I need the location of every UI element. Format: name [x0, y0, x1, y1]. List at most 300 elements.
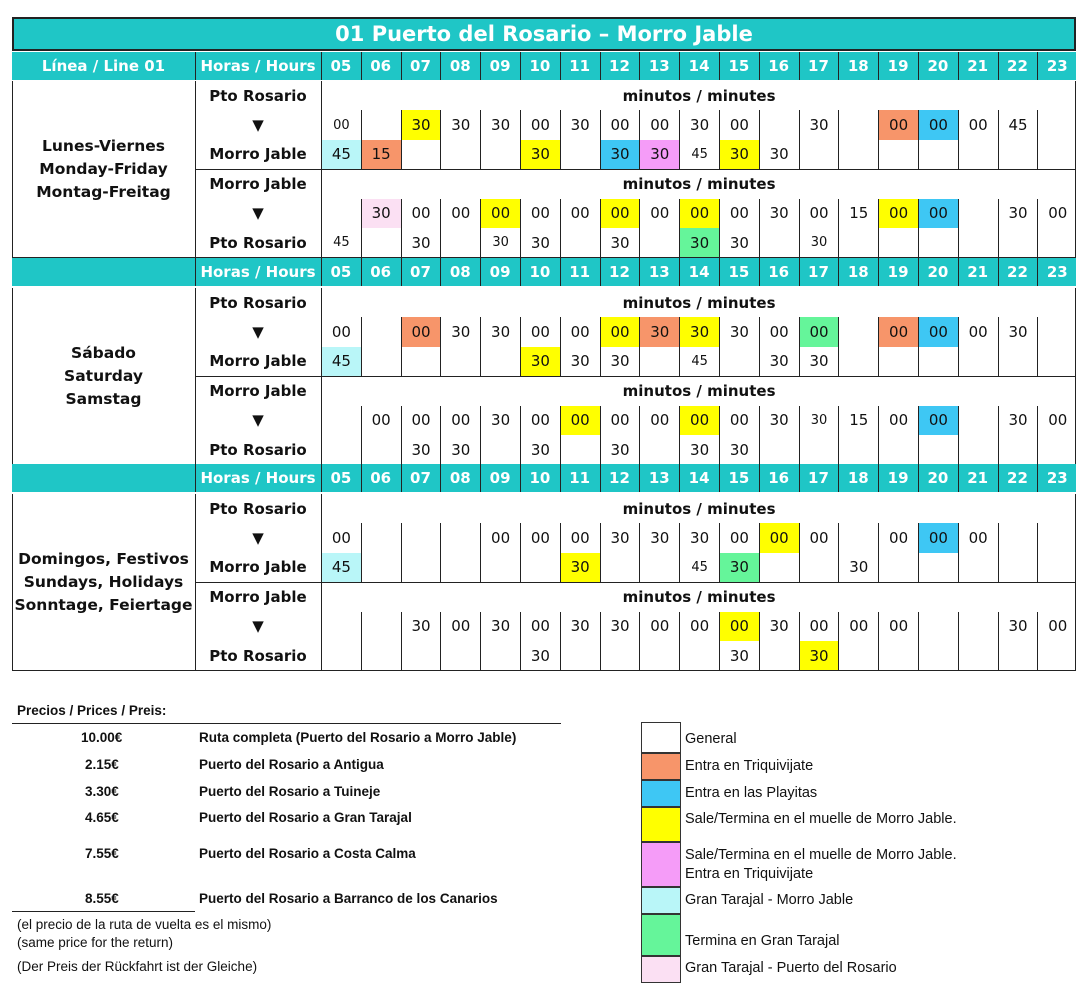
- minutes-label: minutos / minutes: [622, 293, 776, 312]
- minute-cell: 00: [760, 523, 799, 552]
- minute-cell: 00: [530, 411, 550, 430]
- minute-cell: 00: [879, 199, 918, 228]
- minute-cell: [959, 140, 998, 169]
- minute-cell: 30: [1008, 411, 1028, 430]
- minute-cell: [640, 553, 679, 582]
- minute-cell: 00: [650, 204, 670, 223]
- hour-header: 06: [370, 469, 392, 487]
- grid-line: [520, 612, 521, 671]
- minute-cell: [800, 140, 839, 169]
- minute-cell: [760, 110, 799, 139]
- grid-line: [401, 110, 402, 169]
- hour-header: 13: [648, 469, 670, 487]
- minute-cell: 00: [610, 116, 630, 135]
- minute-cell: [441, 523, 480, 552]
- grid-line: [440, 317, 441, 376]
- minute-cell: 00: [919, 110, 958, 139]
- minute-cell: 15: [362, 140, 401, 169]
- grid-line: [719, 110, 720, 169]
- grid-line: [759, 523, 760, 582]
- minute-cell: [839, 435, 878, 464]
- minute-cell: 30: [769, 617, 789, 636]
- minute-cell: [680, 641, 719, 670]
- line-label: Línea / Line 01: [41, 57, 166, 75]
- hour-header: 12: [609, 469, 630, 487]
- hour-header: 16: [768, 469, 790, 487]
- minute-cell: 30: [610, 440, 630, 459]
- grid-line: [600, 199, 601, 258]
- grid-line: [440, 612, 441, 671]
- hour-header: 12: [609, 57, 630, 75]
- price-route: Puerto del Rosario a Barranco de los Canarios: [199, 891, 498, 906]
- grid-line: [1075, 169, 1076, 257]
- grid-line: [1037, 199, 1038, 258]
- grid-line: [361, 199, 362, 258]
- minute-cell: [879, 347, 918, 376]
- hour-header: 23: [1046, 263, 1068, 281]
- minute-cell: 30: [610, 617, 630, 636]
- grid-line: [639, 406, 640, 465]
- legend-label-line: Gran Tarajal - Puerto del Rosario: [685, 960, 897, 976]
- grid-line: [958, 406, 959, 465]
- direction-from: Pto Rosario: [209, 86, 307, 105]
- day-group-label-line: Saturday: [64, 366, 143, 385]
- minute-cell: 30: [610, 233, 630, 252]
- grid-line: [998, 464, 999, 492]
- hour-header: 22: [1007, 469, 1028, 487]
- grid-line: [639, 317, 640, 376]
- minute-cell: 45: [691, 353, 708, 369]
- minute-cell: [919, 435, 958, 464]
- minute-cell: 30: [362, 199, 401, 228]
- minute-cell: [999, 435, 1038, 464]
- minute-cell: 00: [919, 406, 958, 435]
- day-group-label-line: Domingos, Festivos: [18, 549, 189, 568]
- grid-line: [401, 199, 402, 258]
- minute-cell: [760, 553, 799, 582]
- grid-line: [759, 258, 760, 286]
- grid-line: [560, 612, 561, 671]
- minute-cell: 30: [680, 228, 719, 257]
- minute-cell: [362, 612, 401, 641]
- grid-line: [600, 317, 601, 376]
- hour-header: 13: [648, 263, 670, 281]
- day-group-label: [12, 494, 195, 670]
- grid-line: [759, 464, 760, 492]
- minute-cell: 00: [402, 317, 441, 346]
- minute-cell: 00: [601, 317, 640, 346]
- minute-cell: [362, 641, 401, 670]
- grid-line: [639, 258, 640, 286]
- minute-cell: 00: [371, 411, 391, 430]
- minute-cell: 30: [411, 233, 431, 252]
- price-value: 2.15€: [85, 757, 119, 772]
- grid-line: [759, 110, 760, 169]
- minute-cell: 00: [481, 199, 520, 228]
- minute-cell: 00: [769, 323, 789, 342]
- grid-line: [799, 464, 800, 492]
- minute-cell: 00: [570, 529, 590, 548]
- grid-line: [639, 110, 640, 169]
- direction-arrow-icon: ▼: [252, 323, 264, 342]
- minute-cell: 30: [1008, 323, 1028, 342]
- minute-cell: 00: [530, 204, 550, 223]
- grid-line: [440, 406, 441, 465]
- minute-cell: 00: [889, 411, 909, 430]
- grid-line: [799, 317, 800, 376]
- grid-line: [998, 110, 999, 169]
- minute-cell: 45: [691, 146, 708, 162]
- minute-cell: [481, 641, 520, 670]
- minute-cell: 30: [570, 116, 590, 135]
- grid-line: [480, 612, 481, 671]
- legend-label-line: Termina en Gran Tarajal: [685, 933, 840, 949]
- grid-line: [918, 406, 919, 465]
- grid-line: [799, 523, 800, 582]
- direction-to: Pto Rosario: [209, 440, 307, 459]
- legend-label-line: General: [685, 731, 737, 747]
- legend-label: [685, 891, 853, 910]
- minute-cell: [441, 347, 480, 376]
- minute-cell: 00: [570, 323, 590, 342]
- legend-label: [685, 784, 817, 803]
- minute-cell: [999, 347, 1038, 376]
- grid-line: [918, 317, 919, 376]
- table-title: 01 Puerto del Rosario – Morro Jable: [12, 17, 1076, 51]
- grid-line: [799, 110, 800, 169]
- minute-cell: 00: [729, 529, 749, 548]
- minute-cell: 30: [810, 235, 828, 251]
- minute-cell: 30: [561, 553, 600, 582]
- grid-line: [480, 317, 481, 376]
- minute-cell: [959, 228, 998, 257]
- grid-line: [480, 523, 481, 582]
- minute-cell: 00: [729, 204, 749, 223]
- minute-cell: [1038, 435, 1077, 464]
- minute-cell: [839, 347, 878, 376]
- grid-line: [639, 464, 640, 492]
- minute-cell: [322, 406, 361, 435]
- grid-line: [321, 464, 322, 492]
- hour-header: 19: [887, 57, 909, 75]
- grid-line: [679, 258, 680, 286]
- grid-line: [401, 52, 402, 80]
- minutes-label: minutos / minutes: [622, 587, 776, 606]
- grid-line: [1037, 258, 1038, 286]
- grid-line: [321, 376, 322, 464]
- grid-line: [918, 464, 919, 492]
- minute-cell: [959, 347, 998, 376]
- grid-line: [838, 317, 839, 376]
- grid-line: [878, 464, 879, 492]
- day-group-label-line: Lunes-Viernes: [42, 136, 165, 155]
- minute-cell: [999, 140, 1038, 169]
- minute-cell: 00: [968, 323, 988, 342]
- legend-swatch: [641, 753, 681, 780]
- minute-cell: 00: [451, 411, 471, 430]
- price-value: 3.30€: [85, 784, 119, 799]
- minute-cell: [402, 641, 441, 670]
- minute-cell: [402, 523, 441, 552]
- minute-cell: 30: [451, 116, 471, 135]
- hour-header: 11: [569, 469, 591, 487]
- legend-label-line: Entra en las Playitas: [685, 785, 818, 801]
- price-note-de: (Der Preis der Rückfahrt ist der Gleiche): [17, 959, 258, 974]
- grid-line: [195, 288, 196, 464]
- grid-line: [600, 258, 601, 286]
- hour-header: 23: [1046, 57, 1068, 75]
- prices-rule: [12, 723, 561, 724]
- hour-header: 05: [330, 469, 352, 487]
- minute-cell: [1038, 553, 1077, 582]
- minute-cell: [362, 347, 401, 376]
- grid-line: [918, 612, 919, 671]
- hour-header: 06: [370, 263, 392, 281]
- hour-header: 13: [648, 57, 670, 75]
- direction-from: Morro Jable: [209, 587, 307, 606]
- grid-line: [838, 612, 839, 671]
- minute-cell: [839, 523, 878, 552]
- grid-line: [480, 199, 481, 258]
- minute-cell: 00: [720, 612, 759, 641]
- grid-line: [600, 110, 601, 169]
- minute-cell: [601, 641, 640, 670]
- grid-line: [878, 523, 879, 582]
- minute-cell: 00: [809, 529, 829, 548]
- grid-line: [799, 258, 800, 286]
- day-group-label-line: Samstag: [65, 389, 142, 408]
- direction-arrow-icon: ▼: [252, 411, 264, 430]
- direction-to: Morro Jable: [209, 558, 307, 577]
- minute-cell: 00: [650, 617, 670, 636]
- grid-line: [958, 199, 959, 258]
- minute-cell: [999, 641, 1038, 670]
- minute-cell: [839, 140, 878, 169]
- direction-to: Pto Rosario: [209, 233, 307, 252]
- minute-cell: 00: [610, 411, 630, 430]
- hour-header: 09: [489, 263, 511, 281]
- grid-line: [719, 52, 720, 80]
- grid-line: [401, 258, 402, 286]
- hour-header: 23: [1046, 469, 1068, 487]
- grid-line: [998, 258, 999, 286]
- grid-line: [1037, 52, 1038, 80]
- hour-header: 07: [410, 469, 431, 487]
- minute-cell: 30: [690, 440, 710, 459]
- direction-from: Morro Jable: [209, 381, 307, 400]
- minute-cell: [362, 553, 401, 582]
- grid-line: [480, 464, 481, 492]
- grid-line: [958, 258, 959, 286]
- hour-header: 09: [489, 57, 511, 75]
- minute-cell: 30: [491, 323, 511, 342]
- minute-cell: [879, 641, 918, 670]
- minute-cell: 15: [849, 411, 869, 430]
- minute-cell: [481, 435, 520, 464]
- grid-line: [440, 52, 441, 80]
- hour-header: 08: [449, 469, 471, 487]
- hour-header: 08: [449, 263, 471, 281]
- minute-cell: 45: [691, 559, 708, 575]
- grid-line: [679, 317, 680, 376]
- grid-line: [958, 464, 959, 492]
- minute-cell: [919, 140, 958, 169]
- grid-line: [759, 317, 760, 376]
- grid-line: [321, 582, 322, 670]
- grid-line: [560, 317, 561, 376]
- minute-cell: [362, 110, 401, 139]
- direction-to: Morro Jable: [209, 145, 307, 164]
- legend-label-line: Gran Tarajal - Morro Jable: [685, 892, 854, 908]
- minute-cell: 30: [729, 440, 749, 459]
- direction-arrow-icon: ▼: [252, 529, 264, 548]
- grid-line: [12, 670, 1076, 671]
- minutes-label: minutos / minutes: [622, 174, 776, 193]
- day-group-label: [12, 288, 195, 464]
- hour-header: 15: [728, 469, 750, 487]
- minute-cell: 30: [521, 140, 560, 169]
- grid-line: [560, 523, 561, 582]
- grid-line: [321, 81, 322, 169]
- grid-line: [321, 52, 322, 80]
- grid-line: [878, 258, 879, 286]
- minute-cell: [402, 140, 441, 169]
- grid-line: [799, 612, 800, 671]
- grid-line: [918, 199, 919, 258]
- grid-line: [480, 110, 481, 169]
- minute-cell: 30: [451, 323, 471, 342]
- minute-cell: [959, 553, 998, 582]
- minute-cell: 30: [491, 411, 511, 430]
- hour-header: 07: [410, 263, 431, 281]
- legend-label: [685, 959, 897, 978]
- minute-cell: 30: [530, 646, 550, 665]
- minute-cell: 30: [640, 140, 679, 169]
- grid-line: [838, 199, 839, 258]
- grid-line: [759, 406, 760, 465]
- hour-header: 06: [370, 57, 392, 75]
- grid-line: [958, 110, 959, 169]
- grid-line: [838, 406, 839, 465]
- grid-line: [1075, 376, 1076, 464]
- minute-cell: [999, 523, 1038, 552]
- grid-line: [480, 406, 481, 465]
- minute-cell: [362, 228, 401, 257]
- minute-cell: [441, 140, 480, 169]
- minute-cell: [959, 435, 998, 464]
- minute-cell: [959, 199, 998, 228]
- grid-line: [998, 317, 999, 376]
- grid-line: [361, 110, 362, 169]
- grid-line: [1037, 523, 1038, 582]
- legend-label: [685, 846, 957, 884]
- minute-cell: 00: [650, 116, 670, 135]
- minute-cell: [999, 553, 1038, 582]
- grid-line: [600, 612, 601, 671]
- minute-cell: 00: [530, 617, 550, 636]
- grid-line: [1037, 317, 1038, 376]
- minute-cell: [879, 553, 918, 582]
- grid-line: [361, 406, 362, 465]
- minute-cell: [800, 553, 839, 582]
- hour-header: 18: [847, 263, 869, 281]
- grid-line: [361, 464, 362, 492]
- minute-cell: 00: [809, 617, 829, 636]
- minute-cell: 00: [530, 116, 550, 135]
- grid-line: [719, 199, 720, 258]
- grid-line: [918, 258, 919, 286]
- grid-line: [520, 52, 521, 80]
- grid-line: [998, 52, 999, 80]
- minute-cell: [839, 110, 878, 139]
- minute-cell: [1038, 140, 1077, 169]
- grid-line: [560, 52, 561, 80]
- minute-cell: [959, 406, 998, 435]
- hour-header: 12: [609, 263, 630, 281]
- minute-cell: 00: [570, 204, 590, 223]
- grid-line: [361, 52, 362, 80]
- timetable: [12, 17, 1076, 671]
- minute-cell: 30: [610, 529, 630, 548]
- minute-cell: [919, 641, 958, 670]
- minute-cell: [561, 641, 600, 670]
- minute-cell: 00: [889, 529, 909, 548]
- hour-header: 22: [1007, 263, 1028, 281]
- minute-cell: [879, 140, 918, 169]
- grid-line: [918, 110, 919, 169]
- hour-header: 14: [688, 57, 710, 75]
- minute-cell: [879, 228, 918, 257]
- minute-cell: 00: [1048, 617, 1068, 636]
- grid-line: [195, 494, 196, 670]
- grid-line: [520, 317, 521, 376]
- grid-line: [195, 81, 196, 257]
- minute-cell: 00: [800, 317, 839, 346]
- minute-cell: [561, 140, 600, 169]
- minute-cell: 30: [491, 617, 511, 636]
- minute-cell: [1038, 523, 1077, 552]
- price-route: Puerto del Rosario a Gran Tarajal: [199, 810, 412, 825]
- minute-cell: 00: [1048, 411, 1068, 430]
- minute-cell: 30: [729, 646, 749, 665]
- minute-cell: 30: [411, 617, 431, 636]
- minute-cell: [601, 553, 640, 582]
- minute-cell: 00: [561, 406, 600, 435]
- grid-line: [321, 258, 322, 286]
- minute-cell: 30: [451, 440, 471, 459]
- hours-label: Horas / Hours: [200, 57, 316, 75]
- minute-cell: [322, 612, 361, 641]
- direction-arrow-icon: ▼: [252, 617, 264, 636]
- minute-cell: 00: [879, 110, 918, 139]
- minute-cell: 30: [570, 352, 590, 371]
- hour-header: 19: [887, 263, 909, 281]
- minute-cell: 30: [521, 347, 560, 376]
- minute-cell: 00: [690, 617, 710, 636]
- minute-cell: [999, 228, 1038, 257]
- minute-cell: 00: [879, 317, 918, 346]
- minute-cell: 00: [411, 204, 431, 223]
- minute-cell: 30: [769, 204, 789, 223]
- day-group-label-line: Sábado: [71, 343, 136, 362]
- grid-line: [401, 317, 402, 376]
- price-route: Puerto del Rosario a Tuineje: [199, 784, 381, 799]
- grid-line: [719, 258, 720, 286]
- minute-cell: [760, 435, 799, 464]
- minute-cell: 30: [1008, 204, 1028, 223]
- hour-header: 11: [569, 57, 591, 75]
- hour-header: 21: [967, 263, 989, 281]
